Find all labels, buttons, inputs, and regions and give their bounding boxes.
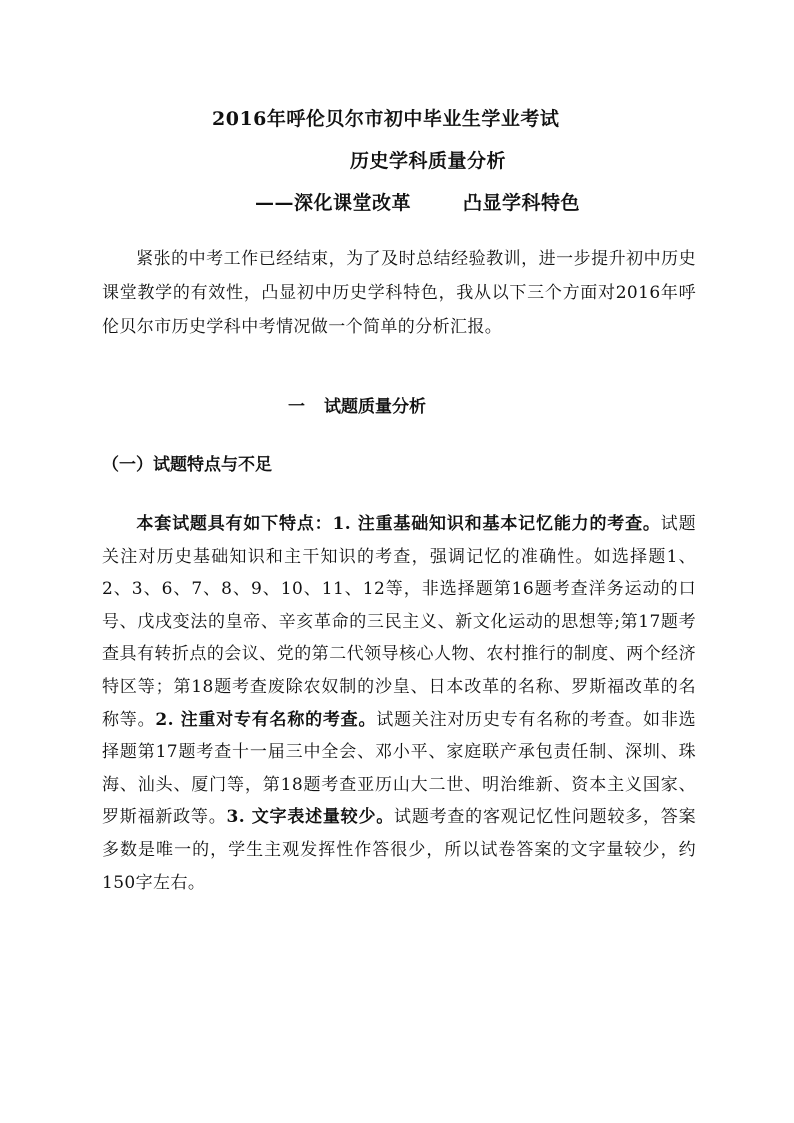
feature-2-heading: 2. 注重对专有名称的考查。 [155,709,377,730]
theme-part-2: 凸显学科特色 [463,192,581,214]
intro-text: 紧张的中考工作已经结束，为了及时总结经验教训，进一步提升初中历史课堂教学的有效性，凸显初中历史学科特色，我从以下三个方面对2016年呼伦贝尔市历史学科中考情况做一个简单的分析汇报。 [102,249,696,337]
feature-2-text: 试题关注对历史专有名称的考查。如非选择题第17题考查十一届三中全会、邓小平、家庭联产承包责任制、深圳、珠海、汕头、厦门等，第18题考查亚历山大二世、明治维新、资本主义国家、罗斯福新政等。 [102,709,696,828]
features-paragraph [102,508,696,899]
feature-3-text: 试题考查的客观记忆性问题较多，答案多数是唯一的，学生主观发挥性作答很少，所以试卷答案的文字量较少，约150字左右。 [102,807,696,893]
subsection-heading: （一）试题特点与不足 [102,455,272,475]
document-subtitle: 历史学科质量分析 [350,150,507,172]
feature-1-text: 试题关注对历史基础知识和主干知识的考查，强调记忆的准确性。如选择题1、2、3、6、7、8、9、10、11、12等，非选择题第16题考查洋务运动的口号、戊戌变法的皇帝、辛亥革命的三民主义、新文化运动的思想等;第17题考查具有转折点的会议、党的第二代领导核心人物、农村推行的制度、两个经济特区等；第18题考查废除农奴制的沙皇、日本改革的名称、罗斯福改革的名称等。 [102,514,696,730]
intro-paragraph [102,242,696,344]
section-title: 试题质量分析 [324,397,426,417]
section-number: 一 [288,397,305,417]
section-heading [288,392,426,417]
feature-lead: 本套试题具有如下特点：1. 注重基础知识和基本记忆能力的考查。 [136,514,661,534]
document-title: 2016年呼伦贝尔市初中毕业生学业考试 [212,108,560,130]
feature-3-heading: 3. 文字表述量较少。 [226,807,395,828]
theme-part-1: ——深化课堂改革 [255,192,412,214]
document-theme [255,188,580,215]
